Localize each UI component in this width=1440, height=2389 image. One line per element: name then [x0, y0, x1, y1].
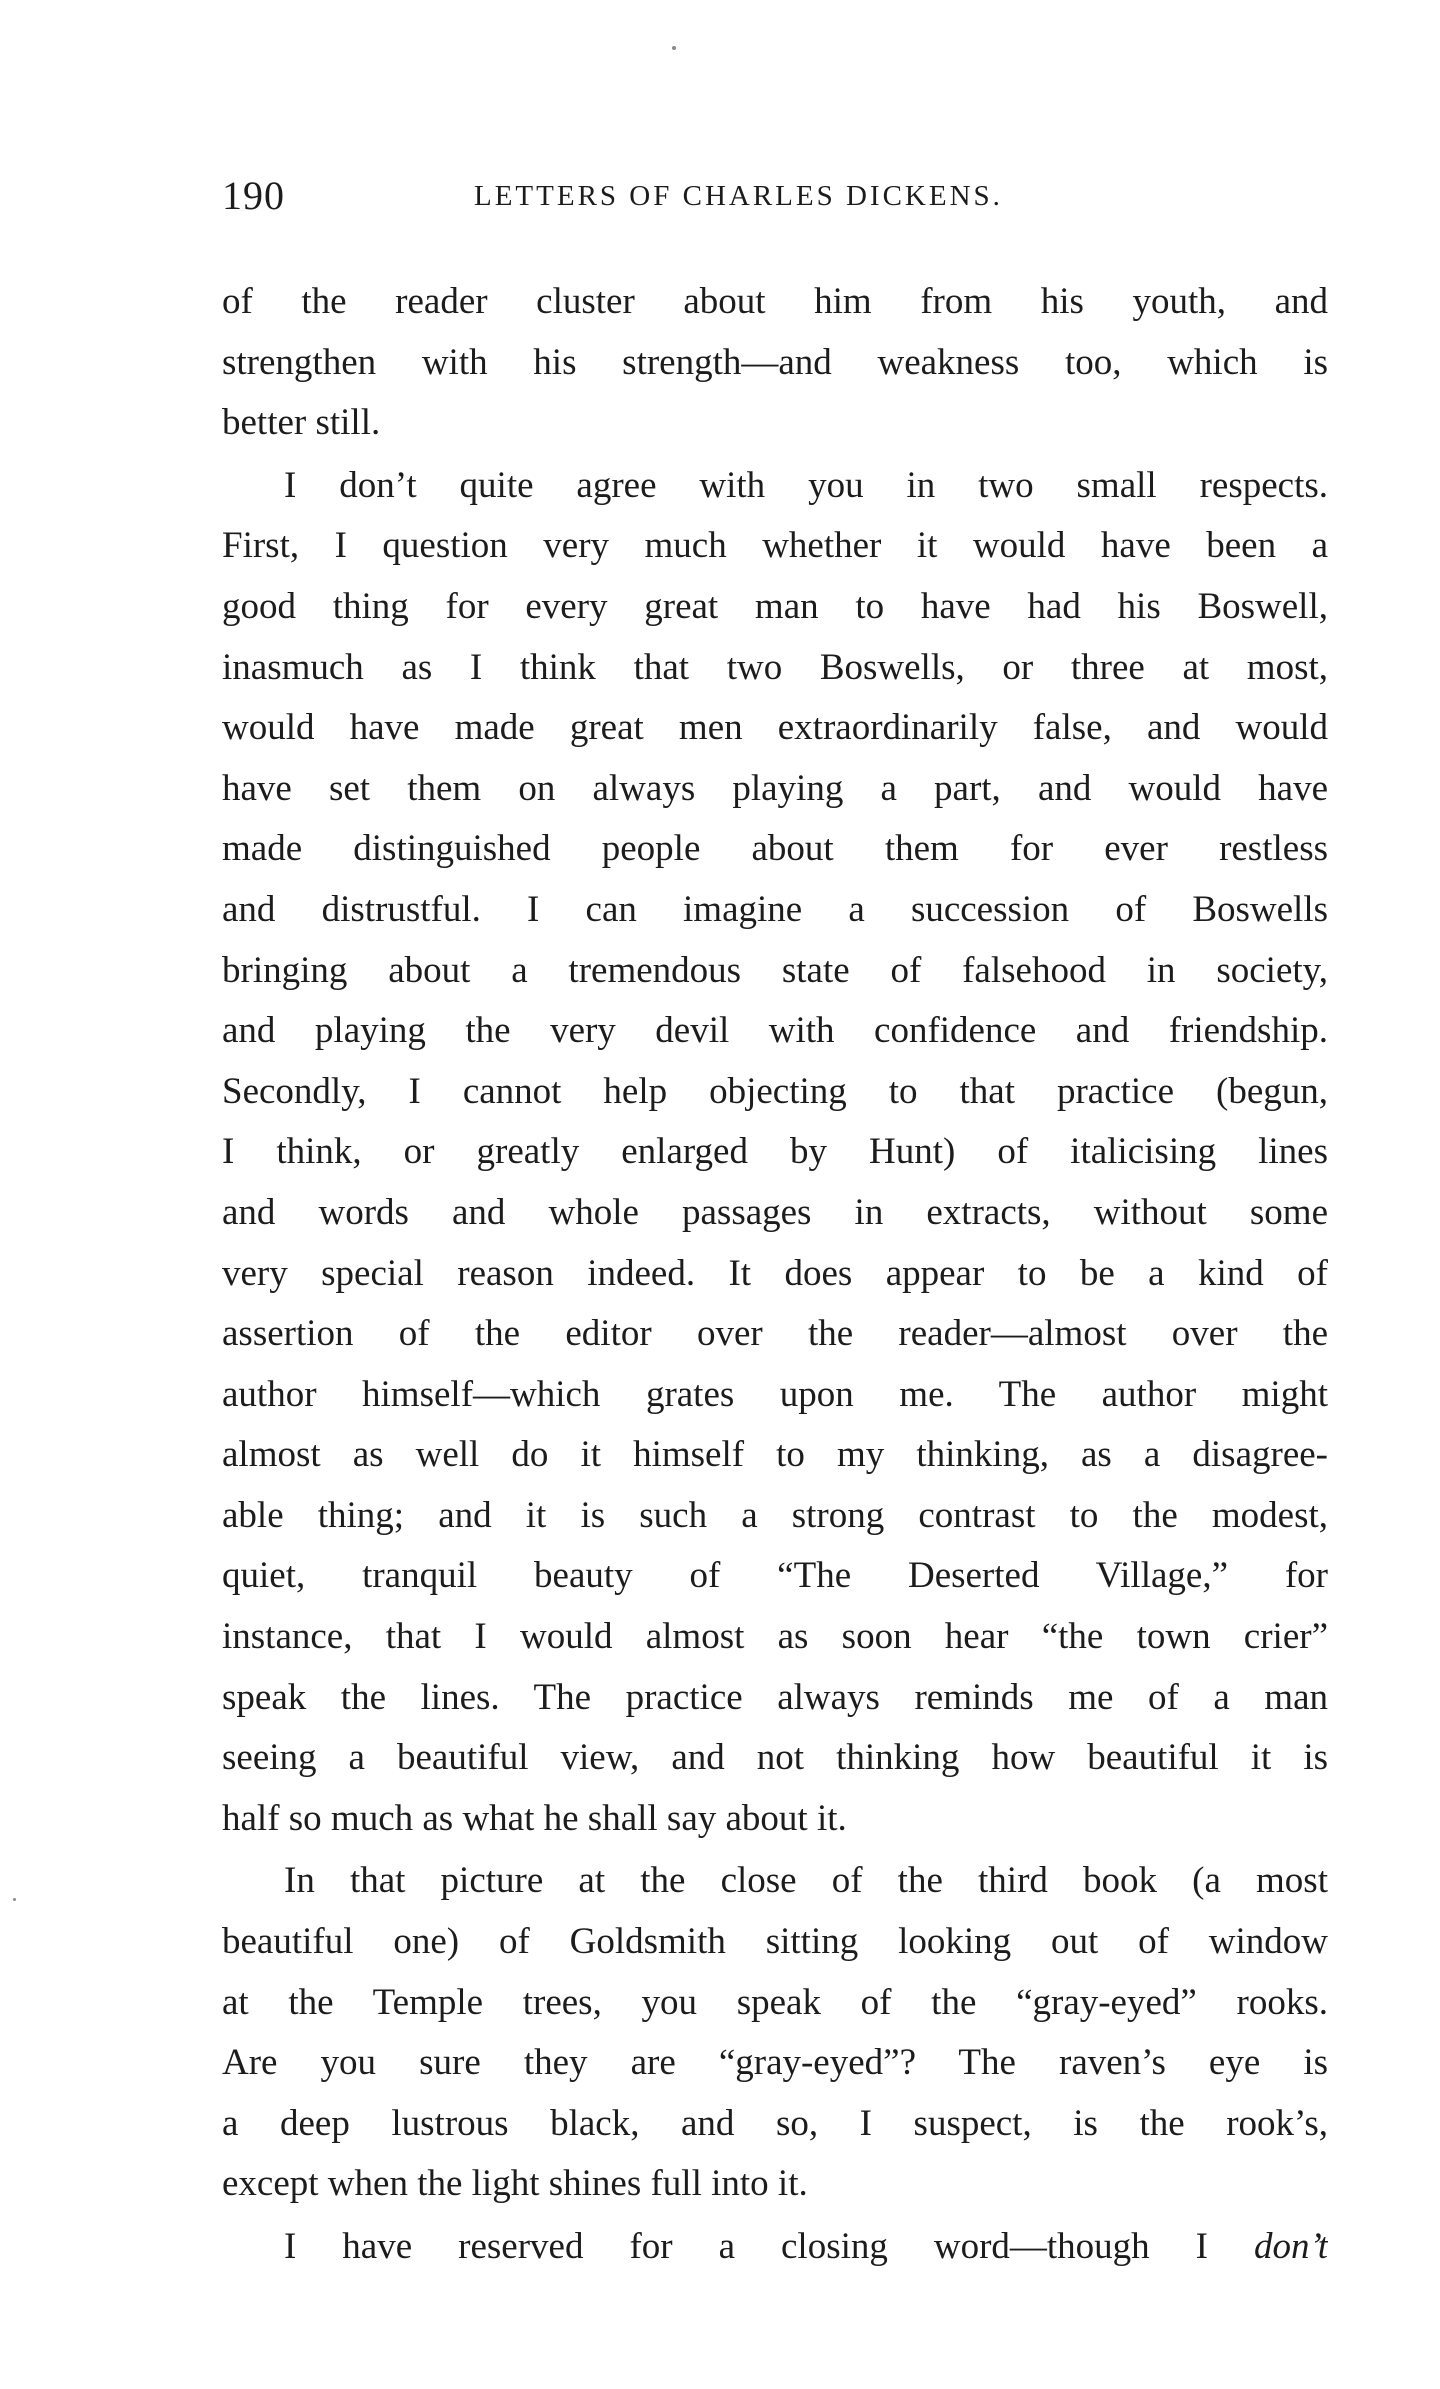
- text-line: of the reader cluster about him from his youth, and: [222, 281, 1328, 322]
- text-line: speak the lines. The practice always reminds me of a man: [222, 1676, 1328, 1718]
- text-line: inasmuch as I think that two Boswells, or three at most,: [222, 646, 1328, 688]
- paragraph: [222, 272, 1328, 454]
- text-line: good thing for every great man to have had his Boswell,: [222, 585, 1328, 627]
- page-number: 190: [222, 173, 285, 218]
- text-line: First, I question very much whether it would have been a: [222, 525, 1328, 567]
- text-line: a deep lustrous black, and so, I suspect, is the rook’s,: [222, 2102, 1328, 2144]
- paragraph: [222, 456, 1328, 1850]
- text-line: Secondly, I cannot help objecting to that practice (begun,: [222, 1070, 1328, 1112]
- paragraph: [222, 2217, 1328, 2278]
- text-line: seeing a beautiful view, and not thinking how beautiful it is: [222, 1737, 1328, 1779]
- text-line: at the Temple trees, you speak of the “gray-eyed” rooks.: [222, 1981, 1328, 2023]
- text-line: beautiful one) of Goldsmith sitting looking out of window: [222, 1921, 1328, 1963]
- text-line: Are you sure they are “gray-eyed”? The raven’s eye is: [222, 2042, 1328, 2084]
- running-head: [222, 172, 1328, 222]
- text-line: would have made great men extraordinarily false, and would: [222, 707, 1328, 749]
- text-line: have set them on always playing a part, and would have: [222, 767, 1328, 809]
- italic-word: don’t: [1254, 2226, 1328, 2267]
- text-line: made distinguished people about them for ever restless: [222, 828, 1328, 870]
- text-line: and distrustful. I can imagine a succession of Boswells: [222, 888, 1328, 930]
- text-line: able thing; and it is such a strong contrast to the modest,: [222, 1494, 1328, 1536]
- running-title: LETTERS OF CHARLES DICKENS.: [474, 180, 1003, 212]
- text-line: instance, that I would almost as soon hear “the town crier”: [222, 1616, 1328, 1658]
- text-line: better still.: [222, 402, 381, 444]
- text-line: almost as well do it himself to my thinking, as a disagree-: [222, 1434, 1328, 1476]
- text-line: I think, or greatly enlarged by Hunt) of italicising lines: [222, 1131, 1328, 1173]
- ink-speck: [13, 1898, 16, 1901]
- text-line: quiet, tranquil beauty of “The Deserted Village,” for: [222, 1555, 1328, 1597]
- text-line: and playing the very devil with confidence and friendship.: [222, 1010, 1328, 1052]
- ink-speck: [672, 46, 676, 50]
- text-line: In that picture at the close of the third book (a most: [284, 1860, 1328, 1902]
- text-line: except when the light shines full into it.: [222, 2163, 808, 2205]
- text-line: I don’t quite agree with you in two small respects.: [284, 464, 1328, 506]
- text-line: assertion of the editor over the reader—almost over the: [222, 1313, 1328, 1355]
- line-text: I have reserved for a closing word—though I: [284, 2226, 1208, 2267]
- text-line: bringing about a tremendous state of falsehood in society,: [222, 949, 1328, 991]
- text-line: strengthen with his strength—and weakness too, which is: [222, 341, 1328, 383]
- text-line: author himself—which grates upon me. The author might: [222, 1373, 1328, 1415]
- text-line: and words and whole passages in extracts, without some: [222, 1191, 1328, 1233]
- body-text: [222, 272, 1328, 2278]
- paragraph: [222, 1851, 1328, 2215]
- text-line: [222, 2217, 1328, 2278]
- text-line: half so much as what he shall say about it.: [222, 1797, 847, 1839]
- text-line: very special reason indeed. It does appear to be a kind of: [222, 1252, 1328, 1294]
